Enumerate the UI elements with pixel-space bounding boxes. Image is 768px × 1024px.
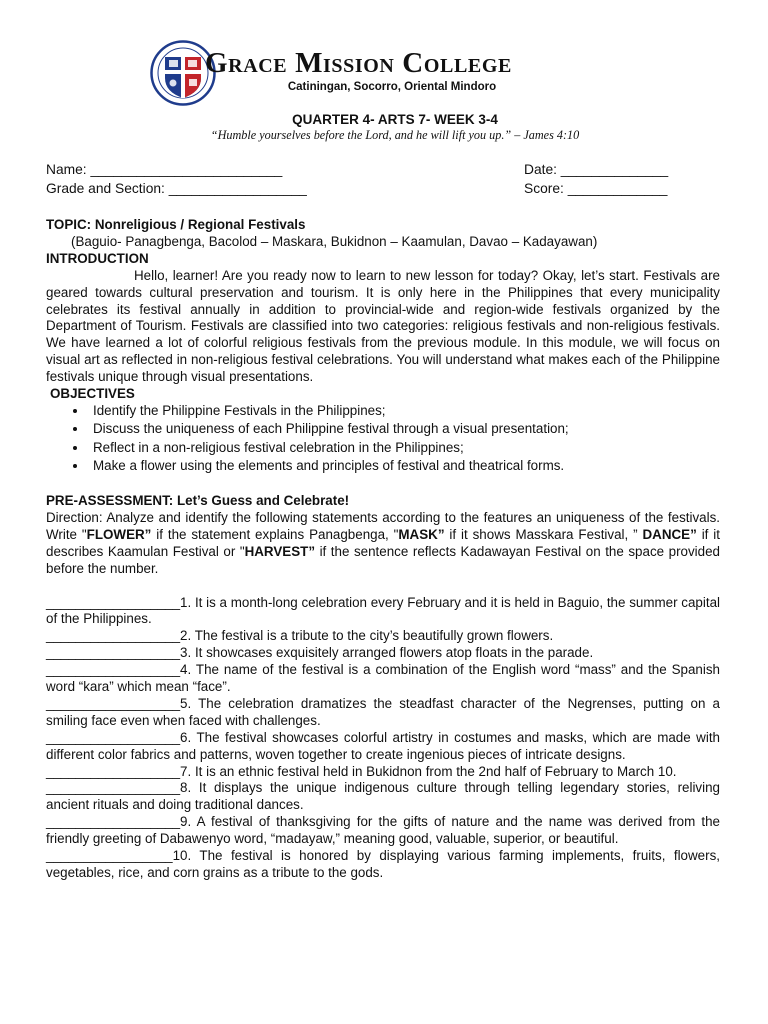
list-item: • Reflect in a non-religious festival celebration in the Philippines; bbox=[88, 440, 720, 457]
assessment-item-3: __________________3. It showcases exquisitely arranged flowers atop floats in the parade. bbox=[46, 645, 594, 661]
assessment-item-7: __________________7. It is an ethnic festival held in Bukidnon from the 2nd half of February to March 10. bbox=[46, 763, 677, 779]
name-field[interactable]: Name: _________________________ bbox=[46, 162, 283, 177]
date-field[interactable]: Date: ______________ bbox=[524, 162, 669, 177]
assessment-item-9: __________________9. A festival of thanksgiving for the gifts of nature and the name was derived from the friendly greeting of Dabawenyo word, “madayaw,” meaning good, valuable, superior, or beautiful. bbox=[46, 814, 720, 847]
keyword-dance: DANCE” bbox=[642, 526, 697, 542]
spacer bbox=[46, 578, 720, 595]
assessment-item-10: _________________10. The festival is honored by displaying various farming implements, fruits, flowers, vegetables, rice, and corn grains as a tribute to the gods. bbox=[46, 848, 720, 880]
assessment-item-2: __________________2. The festival is a tribute to the city’s beautifully grown flowers. bbox=[46, 628, 554, 644]
assessment-item-4: __________________4. The name of the festival is a combination of the English word “mass” and the Spanish word “kara” which mean “face”. bbox=[46, 662, 720, 695]
pre-assessment-heading: PRE-ASSESSMENT: Let’s Guess and Celebrate! bbox=[46, 492, 350, 508]
objectives-heading: OBJECTIVES bbox=[50, 386, 135, 402]
direction-text-part: Direction: Analyze and identify the following statements according to the features an uniqueness of the festivals. Write " bbox=[46, 509, 720, 542]
objectives-list bbox=[46, 403, 720, 475]
score-field[interactable]: Score: _____________ bbox=[524, 181, 668, 196]
keyword-flower: FLOWER” bbox=[86, 526, 152, 542]
topic-title: TOPIC: Nonreligious / Regional Festivals bbox=[46, 217, 306, 232]
worksheet-content bbox=[46, 217, 720, 882]
topic-festivals: (Baguio- Panagbenga, Bacolod – Maskara, Bukidnon – Kaamulan, Davao – Kadayawan) bbox=[71, 233, 598, 249]
spacer bbox=[46, 477, 720, 493]
keyword-mask: MASK” bbox=[398, 526, 445, 542]
assessment-item-8: __________________8. It displays the unique indigenous culture through telling legendary stories, reliving ancient rituals and doing traditional dances. bbox=[46, 780, 720, 813]
college-address: Catiningan, Socorro, Oriental Mindoro bbox=[287, 81, 497, 93]
college-name: Grace Mission College bbox=[205, 47, 512, 79]
list-item: • Make a flower using the elements and principles of festival and theatrical forms. bbox=[88, 458, 720, 475]
direction-text-part: if it describes Kaamulan Festival or " bbox=[46, 526, 720, 559]
bible-verse: “Humble yourselves before the Lord, and he will lift you up.” – James 4:10 bbox=[210, 128, 580, 142]
direction-text-part: if the sentence reflects Kadawayan Festival on the space provided before the number. bbox=[46, 543, 720, 576]
direction-text bbox=[46, 510, 720, 578]
direction-text-part: if it shows Masskara Festival, ” bbox=[444, 526, 643, 542]
grade-section-field[interactable]: Grade and Section: __________________ bbox=[46, 181, 307, 196]
introduction-heading: INTRODUCTION bbox=[46, 250, 149, 266]
list-item: • Identify the Philippine Festivals in the Philippines; bbox=[88, 403, 720, 420]
assessment-item-6: __________________6. The festival showcases colorful artistry in costumes and masks, which are made with different color fabrics and patterns, woven together to create ingenious pieces of intricate designs. bbox=[46, 729, 720, 762]
direction-text-part: if the statement explains Panagbenga, " bbox=[151, 526, 399, 542]
keyword-harvest: HARVEST” bbox=[244, 543, 316, 559]
assessment-item-1: __________________1. It is a month-long celebration every February and it is held in Baguio, the summer capital of the Philippines. bbox=[46, 594, 720, 627]
quarter-title: QUARTER 4- ARTS 7- WEEK 3-4 bbox=[292, 112, 498, 127]
list-item: • Discuss the uniqueness of each Philippine festival through a visual presentation; bbox=[88, 421, 720, 438]
introduction-text: Hello, learner! Are you ready now to learn to new lesson for today? Okay, let’s start. Festivals are geared towards cultural preservation and tourism. It is only here in the Philippines that every municipality celebrates its festival annually in addition to provincial-wide and region-wide festivals organized by the Department of Tourism. Festivals are classified into two categories: religious festivals and non-religious festivals. We have learned a lot of colorful religious festivals from the previous module. In this module, we will focus on visual art as reflected in non-religious festival celebrations. You will understand what makes each of the Philippine festivals unique through visual presentations. bbox=[46, 267, 720, 385]
assessment-item-5: __________________5. The celebration dramatizes the steadfast character of the Negrenses, putting on a smiling face even when faced with challenges. bbox=[46, 695, 720, 728]
